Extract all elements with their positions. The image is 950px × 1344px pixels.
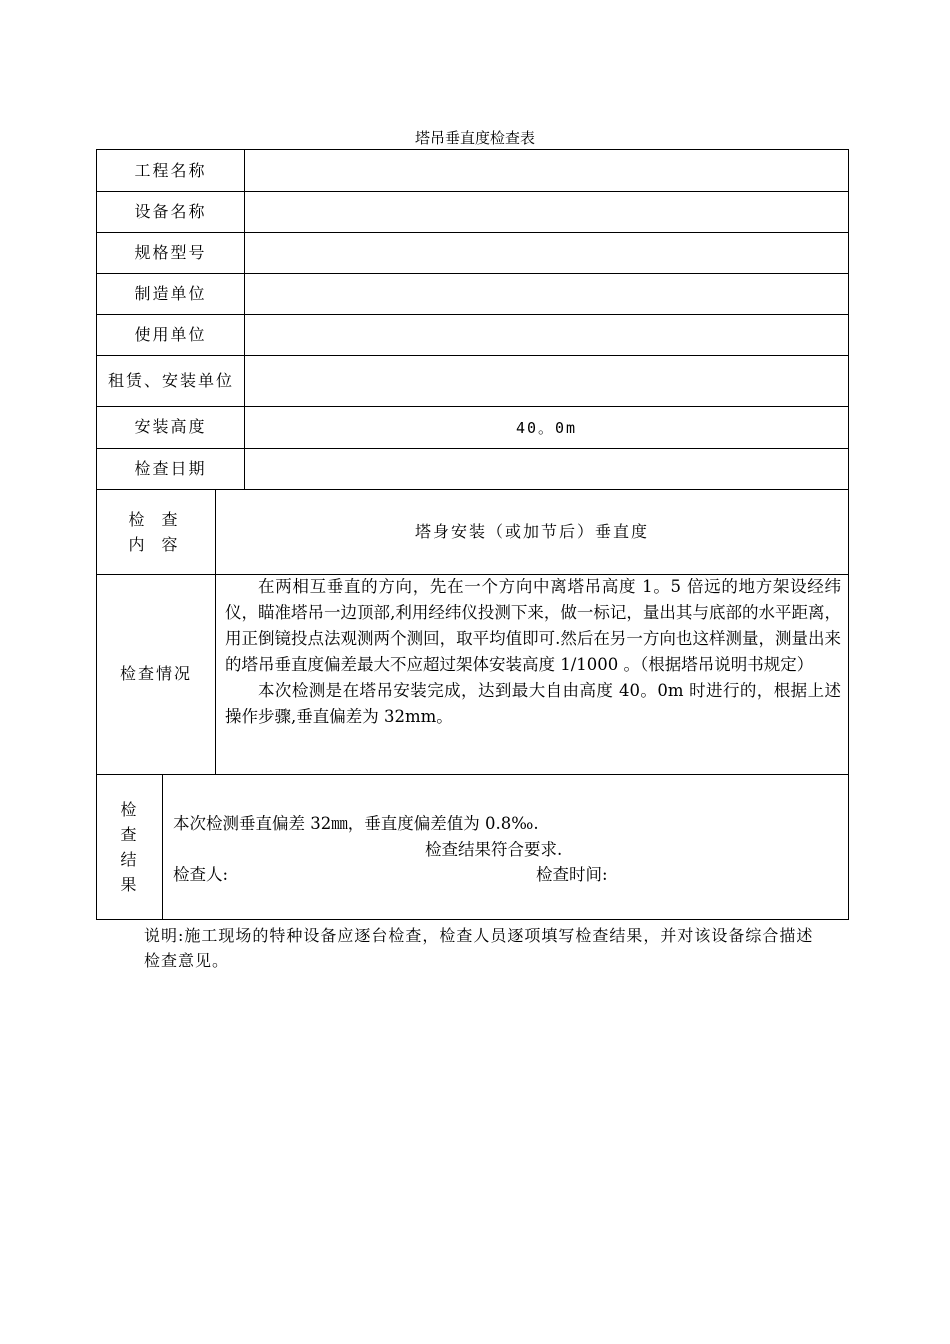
- value-project-name[interactable]: [245, 150, 848, 191]
- situation-paragraph-1: 在两相互垂直的方向，先在一个方向中离塔吊高度 1。5 倍远的地方架设经纬仪，瞄准塔吊一边顶部,利用经纬仪投测下来，做一标记，量出其与底部的水平距离，用正倒镜投点法观测两个测回，取平均值即可.然后在另一方向也这样测量，测量出来的塔吊垂直度偏差最大不应超过架体安装高度 1/1000 。（根据塔吊说明书规定）: [225, 577, 841, 674]
- result-line-1: 本次检测垂直偏差 32㎜，垂直度偏差值为 0.8‰.: [173, 814, 539, 833]
- label-project-name: 工程名称: [134, 160, 207, 180]
- label-result-char: 结: [120, 849, 139, 869]
- label-manufacturer: 制造单位: [134, 283, 207, 303]
- inspector-label: 检查人:: [173, 865, 229, 884]
- value-rental-install-unit[interactable]: [245, 355, 848, 406]
- check-result-content: [163, 774, 848, 919]
- situation-paragraph-2: 本次检测是在塔吊安装完成，达到最大自由高度 40。0m 时进行的，根据上述操作步骤,垂直偏差为 32mm。: [225, 681, 841, 726]
- value-equipment-name[interactable]: [245, 191, 848, 232]
- check-situation-text: [225, 574, 841, 774]
- label-user-unit: 使用单位: [134, 324, 207, 344]
- value-check-content: 塔身安装（或加节后）垂直度: [414, 521, 649, 541]
- label-check-content: [97, 489, 215, 574]
- inspection-table: [96, 149, 849, 920]
- label-result-char: 果: [120, 874, 139, 894]
- label-check-content-line1: 检 查: [128, 509, 184, 529]
- label-check-result: [97, 774, 162, 919]
- label-check-date: 检查日期: [134, 458, 207, 478]
- form-title: 塔吊垂直度检查表: [414, 129, 535, 147]
- inspection-time-label: 检查时间:: [536, 865, 608, 884]
- value-check-date[interactable]: [245, 448, 848, 489]
- label-model: 规格型号: [134, 242, 207, 262]
- value-manufacturer[interactable]: [245, 273, 848, 314]
- label-result-char: 查: [120, 824, 139, 844]
- form-note: 说明:施工现场的特种设备应逐台检查，检查人员逐项填写检查结果，并对该设备综合描述检查意见。: [144, 926, 814, 970]
- label-equipment-name: 设备名称: [134, 201, 207, 221]
- value-install-height[interactable]: 40。0m: [515, 418, 578, 437]
- result-line-2: 检查结果符合要求.: [425, 840, 563, 859]
- value-model[interactable]: [245, 232, 848, 273]
- label-install-height: 安装高度: [134, 417, 207, 436]
- label-check-content-line2: 内 容: [128, 534, 184, 554]
- label-result-char: 检: [120, 799, 139, 819]
- value-user-unit[interactable]: [245, 314, 848, 355]
- label-check-situation: 检查情况: [119, 664, 192, 683]
- label-rental-install-unit: 租赁、安装单位: [107, 370, 234, 390]
